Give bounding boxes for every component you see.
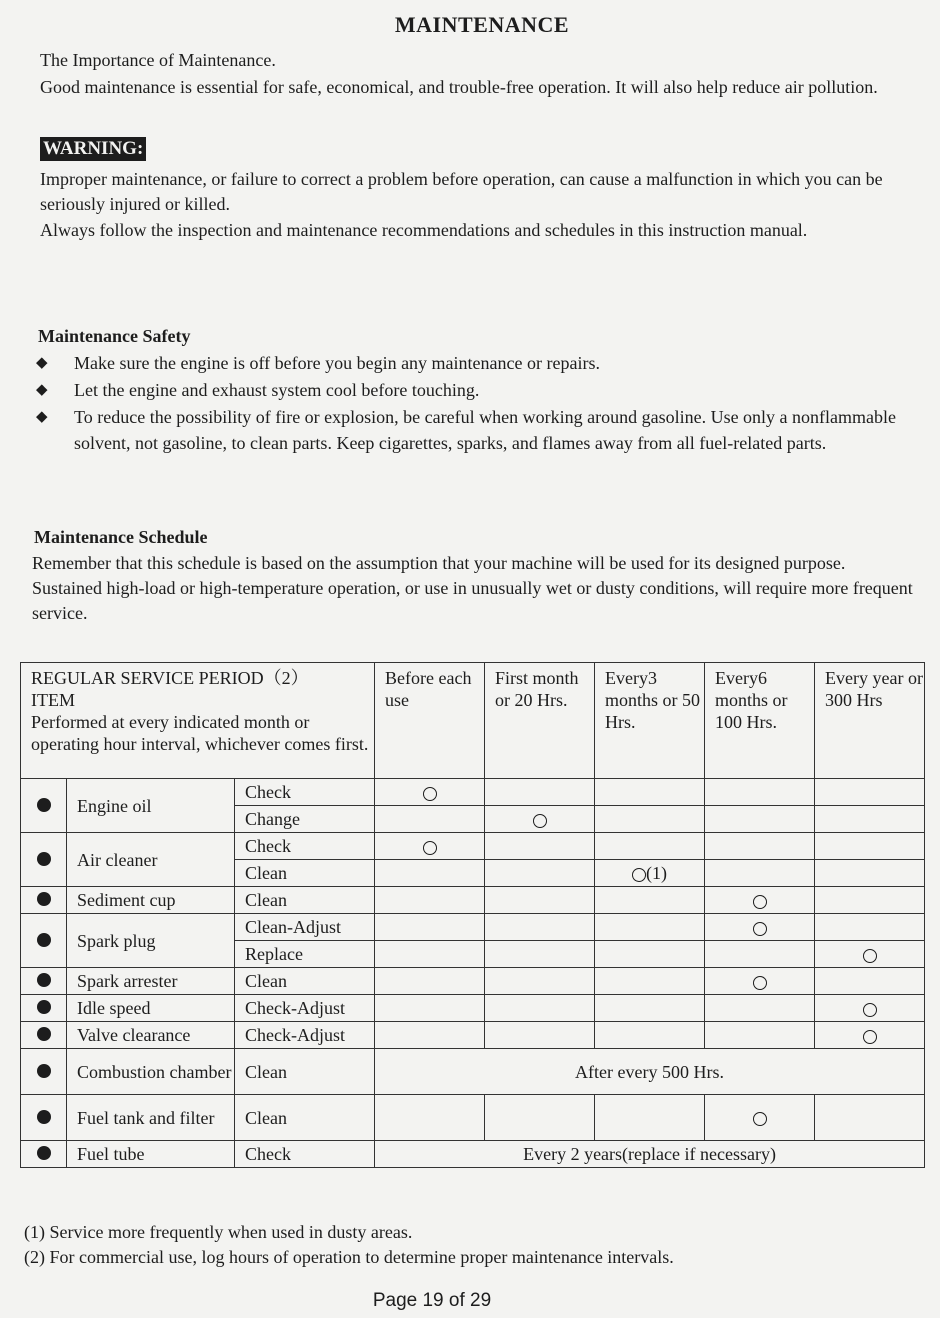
importance-heading: The Importance of Maintenance. <box>40 50 276 70</box>
action-cell: Clean-Adjust <box>235 914 375 941</box>
bullet-dot-icon <box>37 933 51 947</box>
table-row <box>21 1022 925 1049</box>
table-row <box>21 995 925 1022</box>
circle-mark-icon <box>753 1112 767 1126</box>
after-500-hrs-cell: After every 500 Hrs. <box>375 1049 925 1095</box>
item-spark-plug: Spark plug <box>67 914 235 968</box>
bullet-dot-icon <box>37 1000 51 1014</box>
table-row <box>21 1049 925 1095</box>
action-cell: Clean <box>235 1095 375 1141</box>
circle-mark-icon <box>753 895 767 909</box>
circle-mark-icon <box>533 814 547 828</box>
diamond-bullet-icon: ◆ <box>36 409 48 425</box>
table-row <box>21 833 925 860</box>
bullet-dot-icon <box>37 1146 51 1160</box>
diamond-bullet-icon: ◆ <box>36 355 48 371</box>
footnote-1: (1) Service more frequently when used in dusty areas. <box>24 1222 413 1242</box>
action-cell: Change <box>235 806 375 833</box>
circle-mark-icon <box>863 1030 877 1044</box>
action-cell: Check <box>235 833 375 860</box>
header-every-3-months: Every3 months or 50 Hrs. <box>595 663 705 779</box>
circle-mark-icon <box>423 841 437 855</box>
warning-text-2: Always follow the inspection and maintenance recommendations and schedules in this instruction manual. <box>40 220 808 240</box>
maintenance-schedule-table <box>20 662 925 1168</box>
table-header-row <box>21 663 925 779</box>
bullet-dot-icon <box>37 892 51 906</box>
action-cell: Clean <box>235 968 375 995</box>
item-air-cleaner: Air cleaner <box>67 833 235 887</box>
action-cell: Check-Adjust <box>235 1022 375 1049</box>
bullet-dot-icon <box>37 973 51 987</box>
schedule-heading: Maintenance Schedule <box>34 527 208 547</box>
bullet-dot-icon <box>37 852 51 866</box>
action-cell: Check-Adjust <box>235 995 375 1022</box>
item-idle-speed: Idle speed <box>67 995 235 1022</box>
circle-mark-icon <box>863 1003 877 1017</box>
every-2-years-cell: Every 2 years(replace if necessary) <box>375 1141 925 1168</box>
bullet-dot-icon <box>37 798 51 812</box>
action-cell: Clean <box>235 1049 375 1095</box>
table-row <box>21 779 925 806</box>
safety-bullet-2: ◆ Let the engine and exhaust system cool before touching. <box>36 377 916 403</box>
circle-mark-icon <box>753 922 767 936</box>
table-row <box>21 1095 925 1141</box>
action-cell: Check <box>235 1141 375 1168</box>
header-every-6-months: Every6 months or 100 Hrs. <box>705 663 815 779</box>
item-valve-clearance: Valve clearance <box>67 1022 235 1049</box>
table-row <box>21 887 925 914</box>
safety-bullet-3: ◆ To reduce the possibility of fire or explosion, be careful when working around gasoline. Use only a nonflammable solvent, not gasoline, to clean parts. Keep cigarettes, sparks, and flames away from all fuel-related parts. <box>36 404 916 456</box>
warning-text-1: Improper maintenance, or failure to correct a problem before operation, can cause a malfunction in which you can be seriously injured or killed. <box>40 169 883 214</box>
header-every-year: Every year or 300 Hrs <box>815 663 925 779</box>
diamond-bullet-icon: ◆ <box>36 382 48 398</box>
table-row <box>21 914 925 941</box>
circle-mark-icon <box>753 976 767 990</box>
header-period-cell: REGULAR SERVICE PERIOD（2） ITEM Performed at every indicated month or operating hour interval, whichever comes first. <box>21 663 375 779</box>
circle-mark-icon <box>423 787 437 801</box>
circle-mark-icon <box>632 868 646 882</box>
action-cell: Check <box>235 779 375 806</box>
action-cell: Clean <box>235 887 375 914</box>
safety-bullet-1: ◆ Make sure the engine is off before you begin any maintenance or repairs. <box>36 350 916 376</box>
importance-text: Good maintenance is essential for safe, economical, and trouble-free operation. It will also help reduce air pollution. <box>40 77 878 97</box>
item-fuel-tube: Fuel tube <box>67 1141 235 1168</box>
item-engine-oil: Engine oil <box>67 779 235 833</box>
footnote-2: (2) For commercial use, log hours of operation to determine proper maintenance intervals. <box>24 1247 674 1267</box>
item-fuel-tank: Fuel tank and filter <box>67 1095 235 1141</box>
safety-heading: Maintenance Safety <box>38 326 191 346</box>
item-combustion-chamber: Combustion chamber <box>67 1049 235 1095</box>
bullet-dot-icon <box>37 1064 51 1078</box>
footnote-1-mark: (1) <box>646 863 668 883</box>
bullet-dot-icon <box>37 1027 51 1041</box>
header-first-month: First month or 20 Hrs. <box>485 663 595 779</box>
action-cell: Clean <box>235 860 375 887</box>
action-cell: Replace <box>235 941 375 968</box>
item-sediment-cup: Sediment cup <box>67 887 235 914</box>
bullet-dot-icon <box>37 1110 51 1124</box>
header-before-each-use: Before each use <box>375 663 485 779</box>
page-title: MAINTENANCE <box>394 12 570 37</box>
circle-mark-icon <box>863 949 877 963</box>
page-number: Page 19 of 29 <box>372 1290 492 1311</box>
item-spark-arrester: Spark arrester <box>67 968 235 995</box>
warning-label: WARNING: <box>40 137 146 161</box>
table-row <box>21 968 925 995</box>
table-row <box>21 1141 925 1168</box>
schedule-intro: Remember that this schedule is based on the assumption that your machine will be used for its designed purpose. Sustained high-load or high-temperature operation, or use in unusually wet or dusty conditions, will require more frequent service. <box>32 553 913 623</box>
